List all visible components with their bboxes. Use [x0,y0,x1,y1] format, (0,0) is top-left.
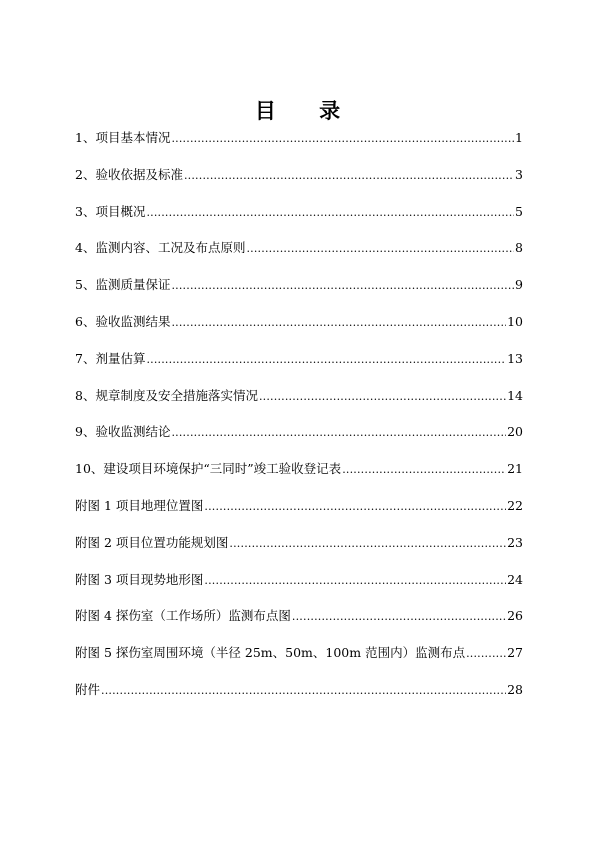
toc-dot-leader [171,129,514,149]
toc-entry-label: 附图 2 项目位置功能规划图 [75,534,229,550]
toc-entry[interactable] [75,202,523,239]
toc-entry-page: 8 [515,240,523,256]
toc-dot-leader [146,350,506,370]
toc-entry-page: 23 [507,534,523,550]
toc-entry-label: 3、项目概况 [75,203,146,219]
toc-entry-label: 4、监测内容、工况及布点原则 [75,240,246,256]
toc-dot-leader [204,571,506,591]
toc-entry-label: 8、规章制度及安全措施落实情况 [75,387,258,403]
toc-entry[interactable] [75,386,523,423]
toc-entry[interactable] [75,459,523,496]
toc-entry-label: 附图 5 探伤室周围环境（半径 25m、50m、100m 范围内）监测布点 [75,645,466,661]
toc-entry[interactable] [75,533,523,570]
toc-entry[interactable] [75,165,523,202]
toc-entry[interactable] [75,606,523,643]
toc-entry[interactable] [75,349,523,386]
toc-entry-page: 20 [507,424,523,440]
toc-entry-page: 1 [515,130,523,145]
toc-entry[interactable] [75,422,523,459]
toc-entry-label: 附图 3 项目现势地形图 [75,571,204,587]
toc-entry-label: 7、剂量估算 [75,350,146,366]
toc-dot-leader [204,497,506,517]
toc-entry-label: 附图 1 项目地理位置图 [75,497,204,513]
toc-entry[interactable] [75,643,523,680]
toc-entry[interactable] [75,496,523,533]
toc-dot-leader [171,313,506,333]
toc-entry-page: 27 [507,645,523,661]
toc-dot-leader [342,460,506,480]
toc-entry[interactable] [75,570,523,607]
toc-entry[interactable] [75,128,523,165]
toc-entry-label: 5、监测质量保证 [75,277,171,293]
toc-entry[interactable] [75,680,523,717]
toc-entry-page: 21 [507,461,523,477]
toc-entry-label: 附件 [75,681,101,697]
toc-dot-leader [466,644,506,664]
toc-dot-leader [171,423,506,443]
toc-dot-leader [146,203,514,223]
toc-dot-leader [292,607,506,627]
toc-dot-leader [171,276,514,296]
toc-entry-page: 22 [507,497,523,513]
toc-entry-page: 10 [507,313,523,329]
toc-entry-label: 1、项目基本情况 [75,130,171,145]
toc-entry-page: 3 [515,166,523,182]
toc-entry-page: 13 [507,350,523,366]
toc-dot-leader [184,166,514,186]
toc-entry-page: 9 [515,277,523,293]
toc-entry[interactable] [75,275,523,312]
toc-entry[interactable] [75,238,523,275]
toc-dot-leader [246,239,514,259]
toc-entry-label: 2、验收依据及标准 [75,166,183,182]
toc-entry[interactable] [75,312,523,349]
toc-entry-label: 9、验收监测结论 [75,424,171,440]
table-of-contents [75,128,523,717]
toc-entry-label: 附图 4 探伤室（工作场所）监测布点图 [75,608,291,624]
toc-entry-label: 10、建设项目环境保护“三同时”竣工验收登记表 [75,461,342,477]
toc-entry-page: 26 [507,608,523,624]
toc-dot-leader [101,681,506,701]
page-title: 目 录 [254,98,359,124]
toc-dot-leader [229,534,506,554]
toc-dot-leader [259,387,506,407]
toc-entry-label: 6、验收监测结果 [75,313,171,329]
toc-entry-page: 14 [507,387,523,403]
toc-entry-page: 5 [515,203,523,219]
toc-entry-page: 24 [507,571,523,587]
toc-entry-page: 28 [507,681,523,697]
